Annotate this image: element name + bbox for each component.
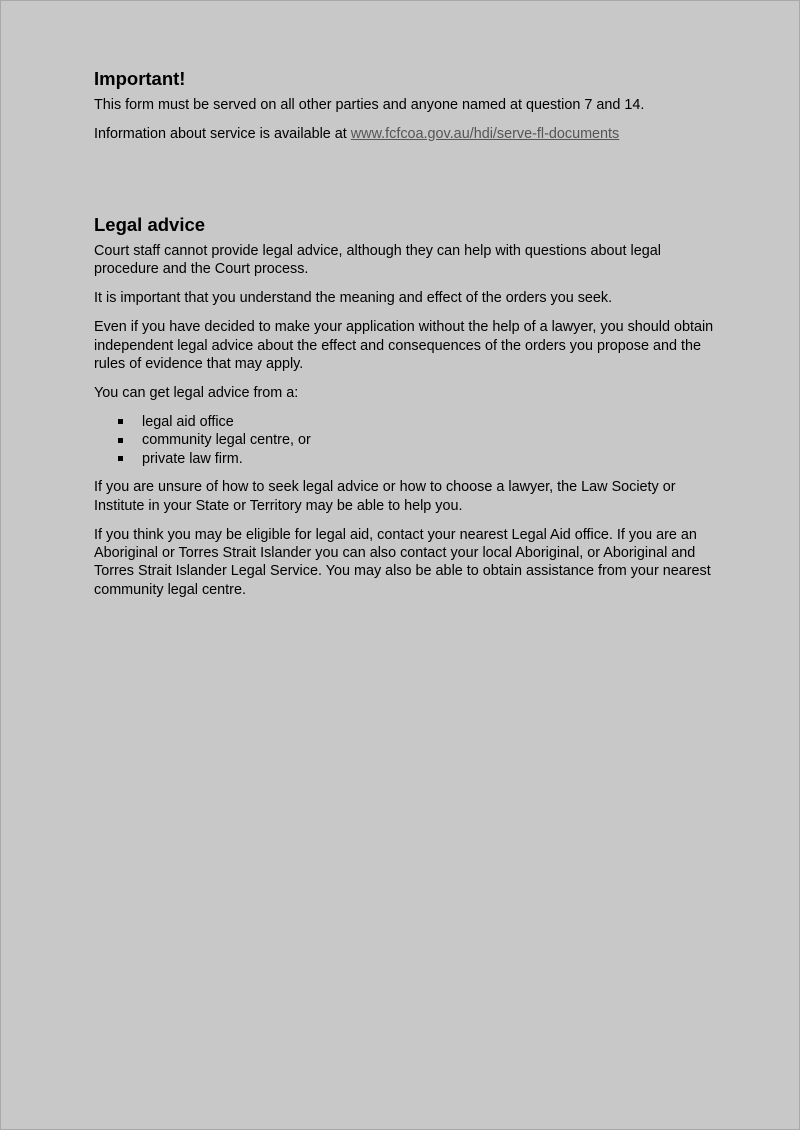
- legal-advice-paragraph: It is important that you understand the meaning and effect of the orders you seek.: [94, 290, 613, 307]
- legal-advice-paragraph: Even if you have decided to make your application without the help of a lawyer, you should obtain independent legal advice about the effect and consequences of the orders you propose and the rules of evidence that may apply.: [94, 319, 714, 373]
- service-info-prefix: Information about service is available at: [94, 125, 351, 142]
- important-section: [94, 68, 724, 154]
- important-heading: Important!: [94, 68, 186, 89]
- list-item: [94, 431, 724, 450]
- list-item-text: community legal centre, or: [142, 432, 311, 449]
- service-info-link[interactable]: www.fcfcoa.gov.au/hdi/serve-fl-documents: [350, 125, 620, 142]
- legal-advice-paragraph: You can get legal advice from a:: [94, 384, 299, 401]
- legal-advice-section: [94, 214, 724, 610]
- square-bullet-icon: [118, 456, 123, 461]
- legal-advice-paragraph: If you think you may be eligible for legal aid, contact your nearest Legal Aid office. If you are an Aboriginal or Torres Strait Islander you can also contact your local Aboriginal, or Aboriginal and Torres Strait Islander Legal Service. You may also be able to obtain assistance from your nearest community legal centre.: [94, 526, 711, 598]
- legal-advice-sources-list: [94, 413, 724, 469]
- service-info-text: [94, 125, 724, 143]
- list-item-text: legal aid office: [142, 413, 234, 430]
- legal-advice-paragraph: If you are unsure of how to seek legal advice or how to choose a lawyer, the Law Society or Institute in your State or Territory may be able to help you.: [94, 479, 676, 514]
- legal-advice-paragraph: Court staff cannot provide legal advice, although they can help with questions about legal procedure and the Court process.: [94, 243, 661, 278]
- list-item: [94, 413, 724, 432]
- square-bullet-icon: [118, 438, 123, 443]
- square-bullet-icon: [118, 419, 123, 424]
- legal-advice-heading: Legal advice: [94, 214, 206, 235]
- list-item-text: private law firm.: [142, 450, 243, 467]
- list-item: [94, 450, 724, 469]
- service-requirement-text: This form must be served on all other parties and anyone named at question 7 and 14.: [94, 97, 645, 113]
